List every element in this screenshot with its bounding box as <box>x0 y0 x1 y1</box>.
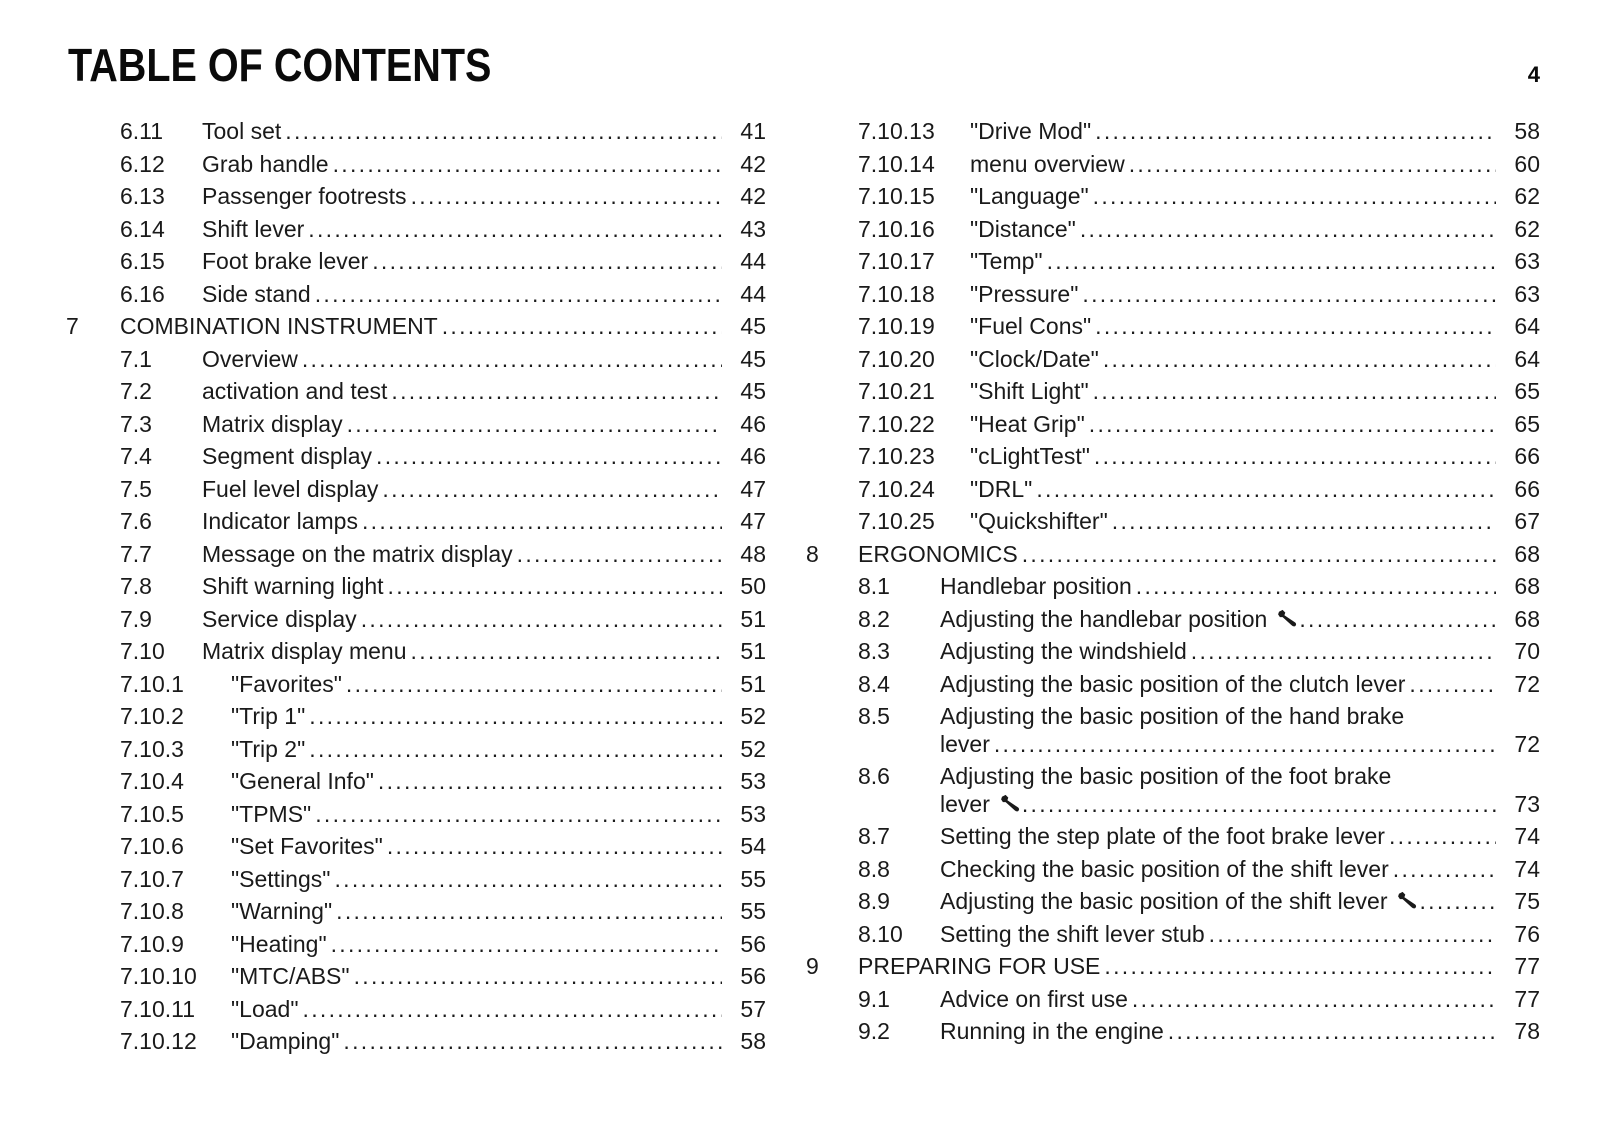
toc-entry-page: 68 <box>1514 573 1540 599</box>
toc-entry-number: 8.10 <box>858 920 903 947</box>
dot-leader <box>1093 180 1496 213</box>
toc-entry[interactable] <box>66 733 766 766</box>
toc-entry-number: 7.10.2 <box>120 703 184 729</box>
toc-entry-label: Adjusting the windshield <box>940 638 1187 664</box>
toc-entry[interactable] <box>66 570 766 603</box>
toc-entry-page: 43 <box>740 215 766 242</box>
dot-leader <box>411 635 722 668</box>
dot-leader <box>1104 950 1496 983</box>
toc-entry-number: 7.10.21 <box>858 378 935 404</box>
toc-entry-page: 55 <box>740 865 766 892</box>
toc-entry[interactable] <box>66 310 766 343</box>
dot-leader <box>1089 408 1496 441</box>
toc-entry-page: 65 <box>1514 378 1540 404</box>
toc-entry-label: Matrix display menu <box>202 638 407 664</box>
toc-entry-label: Adjusting the handlebar position <box>940 605 1268 632</box>
toc-entry-label: "Favorites" <box>231 670 342 697</box>
toc-entry-page: 44 <box>740 280 766 307</box>
toc-entry-label-line1: Adjusting the basic position of the foot brake <box>940 763 1392 789</box>
toc-entry[interactable] <box>66 505 766 538</box>
toc-entry-number: 7 <box>66 313 79 339</box>
toc-entry-label: "Load" <box>231 995 299 1022</box>
toc-entry-label: "cLightTest" <box>970 443 1090 469</box>
toc-entry-number: 7.10.20 <box>858 345 935 372</box>
toc-entry[interactable] <box>66 668 766 701</box>
toc-entry-number: 7.10.4 <box>120 768 184 794</box>
dot-leader <box>1129 148 1496 181</box>
toc-entry-number: 7.1 <box>120 345 152 372</box>
toc-entry[interactable] <box>806 538 1540 571</box>
toc-entry-page: 46 <box>740 443 766 469</box>
dot-leader <box>1103 343 1496 376</box>
dot-leader <box>1047 245 1496 278</box>
toc-entry-page: 52 <box>740 735 766 762</box>
toc-entry-page: 74 <box>1514 823 1540 849</box>
dot-leader <box>302 343 722 376</box>
toc-entry-page: 50 <box>740 573 766 599</box>
toc-entry[interactable] <box>806 408 1540 441</box>
dot-leader <box>387 830 722 863</box>
toc-entry-page: 47 <box>740 508 766 534</box>
toc-entry-label: Adjusting the basic position of the shift lever <box>940 888 1388 914</box>
toc-entry[interactable] <box>806 473 1540 506</box>
toc-entry-number: 7.10.13 <box>858 118 935 144</box>
toc-entry-page: 45 <box>740 313 766 339</box>
toc-entry-label: Message on the matrix display <box>202 540 513 567</box>
toc-entry-number: 6.13 <box>120 183 165 209</box>
toc-entry-page: 68 <box>1514 540 1540 567</box>
dot-leader <box>1095 310 1496 343</box>
dot-leader <box>378 765 722 798</box>
toc-entry-number: 6.16 <box>120 280 165 307</box>
dot-leader <box>372 245 722 278</box>
wrench-icon <box>1277 609 1299 627</box>
toc-entry-page: 53 <box>740 800 766 827</box>
toc-entry-page: 65 <box>1514 410 1540 437</box>
toc-entry-page: 47 <box>740 475 766 502</box>
toc-entry[interactable] <box>806 310 1540 343</box>
toc-entry-label: Indicator lamps <box>202 508 358 534</box>
toc-entry-label: "Clock/Date" <box>970 345 1099 372</box>
toc-entry[interactable] <box>66 440 766 473</box>
toc-entry[interactable] <box>806 570 1540 603</box>
toc-entry[interactable] <box>806 668 1540 701</box>
dot-leader <box>1095 115 1496 148</box>
toc-entry-page: 77 <box>1514 953 1540 979</box>
toc-entry-page: 41 <box>740 118 766 144</box>
toc-entry-label: PREPARING FOR USE <box>858 953 1101 979</box>
toc-entry[interactable] <box>66 115 766 148</box>
toc-entry-number: 7.3 <box>120 410 152 437</box>
toc-entry-page: 63 <box>1514 280 1540 307</box>
toc-entry-page: 45 <box>740 345 766 372</box>
toc-entry-page: 62 <box>1514 215 1540 242</box>
toc-entry-page: 57 <box>740 995 766 1022</box>
dot-leader <box>1093 375 1496 408</box>
toc-entry-number: 6.11 <box>120 118 164 144</box>
toc-entry[interactable] <box>66 895 766 928</box>
toc-entry-label: menu overview <box>970 150 1125 177</box>
dot-leader <box>1209 918 1496 951</box>
toc-entry-number: 7.10.16 <box>858 215 935 242</box>
toc-entry-label: Checking the basic position of the shift lever <box>940 855 1389 882</box>
toc-entry[interactable] <box>806 375 1540 408</box>
dot-leader <box>309 700 722 733</box>
toc-entry-page: 76 <box>1514 920 1540 947</box>
toc-entry-label: "Language" <box>970 183 1089 209</box>
toc-entry-number: 6.15 <box>120 248 165 274</box>
toc-entry-label: Grab handle <box>202 150 329 177</box>
toc-entry[interactable] <box>66 765 766 798</box>
toc-entry-number: 7.7 <box>120 540 152 567</box>
dot-leader <box>994 728 1496 761</box>
toc-entry[interactable] <box>806 245 1540 278</box>
toc-entry-number: 7.10.8 <box>120 898 184 924</box>
toc-entry-label: "Warning" <box>231 898 333 924</box>
toc-entry-page: 78 <box>1514 1018 1540 1044</box>
toc-entry-page: 48 <box>740 540 766 567</box>
toc-entry-page: 55 <box>740 898 766 924</box>
toc-entry[interactable] <box>66 700 766 733</box>
toc-entry[interactable] <box>806 918 1540 951</box>
toc-entry[interactable] <box>66 180 766 213</box>
toc-entry-page: 56 <box>740 930 766 957</box>
toc-entry-number: 7.10.14 <box>858 150 935 177</box>
dot-leader <box>285 115 722 148</box>
toc-entry-label: "Quickshifter" <box>970 508 1108 534</box>
dot-leader <box>346 668 722 701</box>
toc-entry[interactable] <box>806 343 1540 376</box>
toc-entry-label: Running in the engine <box>940 1018 1164 1044</box>
toc-entry-number: 8.5 <box>858 703 890 729</box>
toc-entry[interactable] <box>66 148 766 181</box>
toc-entry-page: 58 <box>1514 118 1540 144</box>
toc-entry-label-line1: Adjusting the basic position of the hand brake <box>940 703 1405 729</box>
toc-entry[interactable] <box>66 928 766 961</box>
toc-entry-number: 8 <box>806 540 819 567</box>
toc-entry-label: "Distance" <box>970 215 1076 242</box>
toc-entry-label: Shift lever <box>202 215 305 242</box>
toc-entry[interactable] <box>806 278 1540 311</box>
dot-leader <box>1409 668 1496 701</box>
toc-entry-page: 77 <box>1514 985 1540 1012</box>
dot-leader <box>361 603 722 636</box>
toc-entry-page: 46 <box>740 410 766 437</box>
toc-entry-label: Matrix display <box>202 410 343 437</box>
dot-leader <box>331 928 722 961</box>
toc-entry-page: 53 <box>740 768 766 794</box>
toc-entry-number: 6.14 <box>120 215 165 242</box>
toc-entry-label: "Damping" <box>231 1028 340 1054</box>
toc-entry[interactable] <box>806 820 1540 853</box>
dot-leader <box>1168 1015 1496 1048</box>
toc-entry-number: 7.10.24 <box>858 475 935 502</box>
toc-entry-number: 7.10.23 <box>858 443 935 469</box>
toc-entry-label: "DRL" <box>970 475 1033 502</box>
toc-entry-page: 66 <box>1514 443 1540 469</box>
toc-entry-label: Side stand <box>202 280 311 307</box>
toc-entry-label: Setting the shift lever stub <box>940 920 1205 947</box>
toc-entry-label: Foot brake lever <box>202 248 369 274</box>
toc-entry-label: lever <box>940 731 990 757</box>
toc-entry[interactable] <box>66 1025 766 1058</box>
toc-entry-number: 8.9 <box>858 888 890 914</box>
toc-entry-label: Service display <box>202 605 357 632</box>
dot-leader <box>347 408 722 441</box>
toc-entry[interactable] <box>66 473 766 506</box>
toc-entry[interactable] <box>806 760 1540 820</box>
toc-entry[interactable] <box>66 993 766 1026</box>
toc-entry-number: 7.9 <box>120 605 152 632</box>
toc-entry-page: 52 <box>740 703 766 729</box>
toc-entry-label: ERGONOMICS <box>858 540 1018 567</box>
toc-entry-page: 51 <box>740 605 766 632</box>
dot-leader <box>1419 885 1496 918</box>
page-title: TABLE OF CONTENTS <box>68 39 492 91</box>
toc-entry-label: Segment display <box>202 443 373 469</box>
dot-leader <box>362 505 722 538</box>
toc-entry-number: 7.10.10 <box>120 963 197 989</box>
dot-leader <box>333 148 722 181</box>
toc-entry-number: 7.2 <box>120 378 152 404</box>
toc-entry[interactable] <box>806 213 1540 246</box>
dot-leader <box>315 278 722 311</box>
toc-entry-label: Setting the step plate of the foot brake lever <box>940 823 1385 849</box>
dot-leader <box>1080 213 1496 246</box>
dot-leader <box>1082 278 1496 311</box>
wrench-icon <box>1397 891 1419 909</box>
toc-entry-label: Tool set <box>202 118 282 144</box>
dot-leader <box>303 993 723 1026</box>
toc-entry-label: "Fuel Cons" <box>970 313 1092 339</box>
toc-entry[interactable] <box>806 603 1540 636</box>
toc-entry[interactable] <box>806 885 1540 918</box>
toc-entry-label: Fuel level display <box>202 475 379 502</box>
dot-leader <box>336 895 722 928</box>
toc-entry-page: 72 <box>1514 670 1540 697</box>
dot-leader <box>1112 505 1496 538</box>
toc-entry[interactable] <box>806 148 1540 181</box>
dot-leader <box>1094 440 1496 473</box>
toc-entry-number: 7.10.7 <box>120 865 184 892</box>
dot-leader <box>442 310 722 343</box>
wrench-icon <box>1000 794 1022 812</box>
toc-entry-label: Handlebar position <box>940 573 1132 599</box>
toc-entry-label: Adjusting the basic position of the clutch lever <box>940 670 1406 697</box>
dot-leader <box>382 473 722 506</box>
page-number: 4 <box>1527 62 1540 87</box>
toc-entry-page: 64 <box>1514 313 1540 339</box>
toc-entry-label: "TPMS" <box>231 800 312 827</box>
toc-entry[interactable] <box>806 1015 1540 1048</box>
toc-entry-label: "Shift Light" <box>970 378 1089 404</box>
dot-leader <box>354 960 722 993</box>
toc-entry-number: 7.6 <box>120 508 152 534</box>
toc-entry[interactable] <box>66 538 766 571</box>
toc-entry[interactable] <box>66 603 766 636</box>
toc-entry[interactable] <box>806 983 1540 1016</box>
toc-entry-page: 66 <box>1514 475 1540 502</box>
toc-entry-number: 8.1 <box>858 573 890 599</box>
toc-right-column <box>806 115 1540 1048</box>
toc-entry-number: 7.10.12 <box>120 1028 197 1054</box>
toc-entry[interactable] <box>806 950 1540 983</box>
toc-entry-number: 7.10.25 <box>858 508 935 534</box>
toc-entry[interactable] <box>66 635 766 668</box>
toc-entry-number: 7.10 <box>120 638 165 664</box>
toc-entry-page: 70 <box>1514 638 1540 664</box>
toc-entry-label: "Heating" <box>231 930 327 957</box>
toc-entry-label: "Drive Mod" <box>970 118 1092 144</box>
toc-entry-label: Shift warning light <box>202 573 384 599</box>
toc-entry-number: 8.8 <box>858 855 890 882</box>
toc-entry-page: 75 <box>1514 888 1540 914</box>
toc-entry-label: "Pressure" <box>970 280 1079 307</box>
toc-entry-label: Advice on first use <box>940 985 1128 1012</box>
toc-entry-label: COMBINATION INSTRUMENT <box>120 313 438 339</box>
toc-entry-page: 64 <box>1514 345 1540 372</box>
toc-entry-number: 8.3 <box>858 638 890 664</box>
toc-entry-page: 44 <box>740 248 766 274</box>
toc-entry-page: 45 <box>740 378 766 404</box>
toc-entry-number: 7.10.18 <box>858 280 935 307</box>
toc-entry[interactable] <box>66 830 766 863</box>
toc-entry-label: "Set Favorites" <box>231 833 383 859</box>
toc-entry-number: 7.5 <box>120 475 152 502</box>
toc-entry-label: "Temp" <box>970 248 1043 274</box>
toc-entry[interactable] <box>66 863 766 896</box>
toc-entry-label: "General Info" <box>231 768 374 794</box>
toc-entry-page: 73 <box>1514 791 1540 817</box>
toc-entry[interactable] <box>66 408 766 441</box>
toc-entry-number: 7.8 <box>120 573 152 599</box>
toc-entry-page: 51 <box>740 670 766 697</box>
dot-leader <box>334 863 722 896</box>
toc-entry-number: 6.12 <box>120 150 165 177</box>
toc-entry-number: 8.2 <box>858 605 890 632</box>
toc-entry-number: 7.10.22 <box>858 410 935 437</box>
toc-entry-number: 7.10.19 <box>858 313 935 339</box>
toc-entry-number: 9.2 <box>858 1018 890 1044</box>
toc-entry-page: 54 <box>740 833 766 859</box>
toc-entry-page: 72 <box>1514 731 1540 757</box>
dot-leader <box>1191 635 1496 668</box>
dot-leader <box>1136 570 1496 603</box>
toc-entry-page: 60 <box>1514 150 1540 177</box>
toc-entry[interactable] <box>66 245 766 278</box>
toc-entry[interactable] <box>806 440 1540 473</box>
toc-entry-number: 7.10.9 <box>120 930 184 957</box>
toc-entry-page: 67 <box>1514 508 1540 534</box>
toc-entry-number: 7.4 <box>120 443 152 469</box>
dot-leader <box>1132 983 1496 1016</box>
dot-leader <box>1393 853 1496 886</box>
toc-entry[interactable] <box>806 115 1540 148</box>
toc-entry-page: 68 <box>1514 605 1540 632</box>
toc-entry-page: 74 <box>1514 855 1540 882</box>
toc-entry-label: lever <box>940 791 990 817</box>
dot-leader <box>411 180 722 213</box>
toc-entry-page: 58 <box>740 1028 766 1054</box>
dot-leader <box>517 538 722 571</box>
toc-entry-page: 42 <box>740 150 766 177</box>
toc-entry[interactable] <box>66 798 766 831</box>
toc-entry[interactable] <box>806 700 1540 760</box>
dot-leader <box>1036 473 1496 506</box>
toc-entry-number: 7.10.5 <box>120 800 184 827</box>
toc-entry-label: "MTC/ABS" <box>231 963 350 989</box>
toc-entry-page: 51 <box>740 638 766 664</box>
toc-entry[interactable] <box>806 180 1540 213</box>
dot-leader <box>388 570 722 603</box>
toc-entry[interactable] <box>806 635 1540 668</box>
toc-entry[interactable] <box>806 853 1540 886</box>
toc-entry[interactable] <box>66 343 766 376</box>
toc-entry-label: activation and test <box>202 378 388 404</box>
toc-entry[interactable] <box>66 375 766 408</box>
toc-entry-label: "Settings" <box>231 865 331 892</box>
toc-entry-label: "Heat Grip" <box>970 410 1085 437</box>
toc-entry-number: 7.10.6 <box>120 833 184 859</box>
toc-entry-label: "Trip 1" <box>231 703 306 729</box>
toc-entry[interactable] <box>806 505 1540 538</box>
toc-entry-label: "Trip 2" <box>231 735 306 762</box>
dot-leader <box>343 1025 722 1058</box>
toc-entry-number: 8.6 <box>858 763 890 789</box>
toc-entry-number: 9.1 <box>858 985 890 1012</box>
dot-leader <box>376 440 722 473</box>
toc-entry-number: 9 <box>806 953 819 979</box>
dot-leader <box>1022 788 1496 821</box>
toc-entry-number: 7.10.1 <box>120 670 184 697</box>
toc-left-column <box>66 115 766 1058</box>
toc-entry-page: 56 <box>740 963 766 989</box>
dot-leader <box>315 798 722 831</box>
toc-entry-page: 62 <box>1514 183 1540 209</box>
dot-leader <box>308 213 722 246</box>
toc-entry-number: 7.10.15 <box>858 183 935 209</box>
dot-leader <box>391 375 722 408</box>
toc-entry-number: 7.10.3 <box>120 735 184 762</box>
dot-leader <box>1299 603 1496 636</box>
dot-leader <box>1022 538 1496 571</box>
toc-entry-label: Passenger footrests <box>202 183 407 209</box>
toc-entry[interactable] <box>66 278 766 311</box>
dot-leader <box>1389 820 1496 853</box>
toc-entry-number: 7.10.11 <box>120 995 196 1022</box>
toc-entry[interactable] <box>66 213 766 246</box>
toc-entry-number: 7.10.17 <box>858 248 935 274</box>
toc-entry[interactable] <box>66 960 766 993</box>
toc-entry-number: 8.4 <box>858 670 890 697</box>
toc-entry-page: 63 <box>1514 248 1540 274</box>
toc-entry-page: 42 <box>740 183 766 209</box>
dot-leader <box>309 733 722 766</box>
toc-entry-number: 8.7 <box>858 823 890 849</box>
toc-entry-label: Overview <box>202 345 298 372</box>
